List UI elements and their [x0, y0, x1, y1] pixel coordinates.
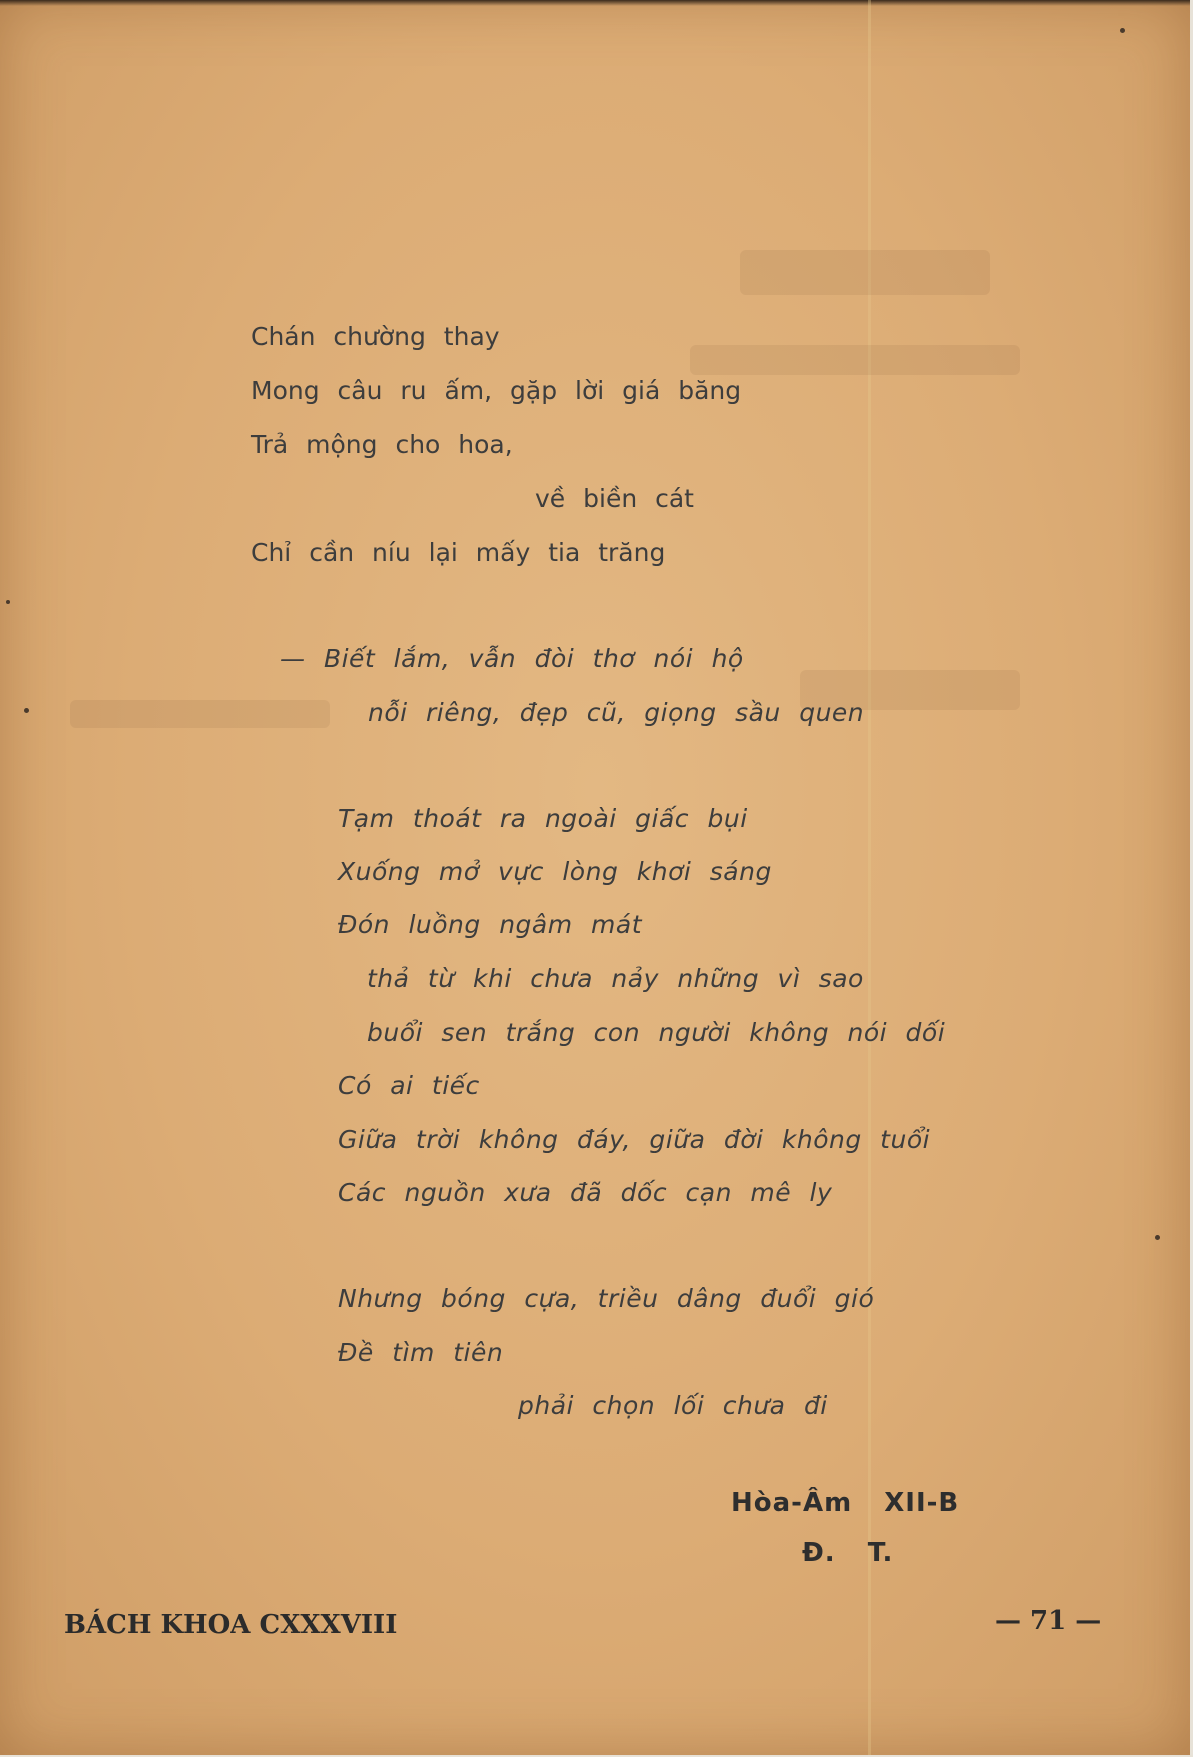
bleed-through-mark — [690, 345, 1020, 375]
paper-speck — [1120, 28, 1125, 33]
author-initials: Đ. T. — [802, 1538, 894, 1568]
page-number: — 71 — — [995, 1606, 1102, 1636]
poem-line: Đề tìm tiên — [338, 1338, 504, 1367]
author-signature: Hòa-Âm XII-B — [731, 1488, 960, 1518]
poem-line: Tạm thoát ra ngoài giấc bụi — [338, 804, 748, 833]
paper-speck — [6, 600, 10, 604]
poem-line: về biền cát — [535, 484, 694, 513]
poem-line: Mong câu ru ấm, gặp lời giá băng — [251, 376, 742, 405]
page-top-edge — [0, 0, 1190, 6]
paper-speck — [24, 708, 29, 713]
poem-line: thả từ khi chưa nảy những vì sao — [367, 964, 864, 993]
poem-line: buổi sen trắng con người không nói dối — [367, 1018, 946, 1047]
poem-line: Nhưng bóng cựa, triều dâng đuổi gió — [338, 1284, 875, 1313]
poem-line: Xuống mở vực lòng khơi sáng — [338, 857, 772, 886]
poem-line: Trả mộng cho hoa, — [251, 430, 513, 459]
bleed-through-mark — [740, 250, 990, 295]
poem-line: Có ai tiếc — [338, 1071, 480, 1100]
bleed-through-mark — [70, 700, 330, 728]
poem-line: — Biết lắm, vẫn đòi thơ nói hộ — [280, 644, 744, 673]
poem-line: Đón luồng ngâm mát — [338, 910, 643, 939]
poem-line: Các nguồn xưa đã dốc cạn mê ly — [338, 1178, 833, 1207]
poem-line: phải chọn lối chưa đi — [518, 1391, 828, 1420]
poem-line: Chán chường thay — [251, 322, 500, 351]
publication-footer: BÁCH KHOA CXXXVIII — [64, 1610, 398, 1640]
poem-line: Chỉ cần níu lại mấy tia trăng — [251, 538, 666, 567]
poem-line: Giữa trời không đáy, giữa đời không tuổi — [338, 1125, 931, 1154]
poem-line: nỗi riêng, đẹp cũ, giọng sầu quen — [368, 698, 865, 727]
paper-speck — [1155, 1235, 1160, 1240]
